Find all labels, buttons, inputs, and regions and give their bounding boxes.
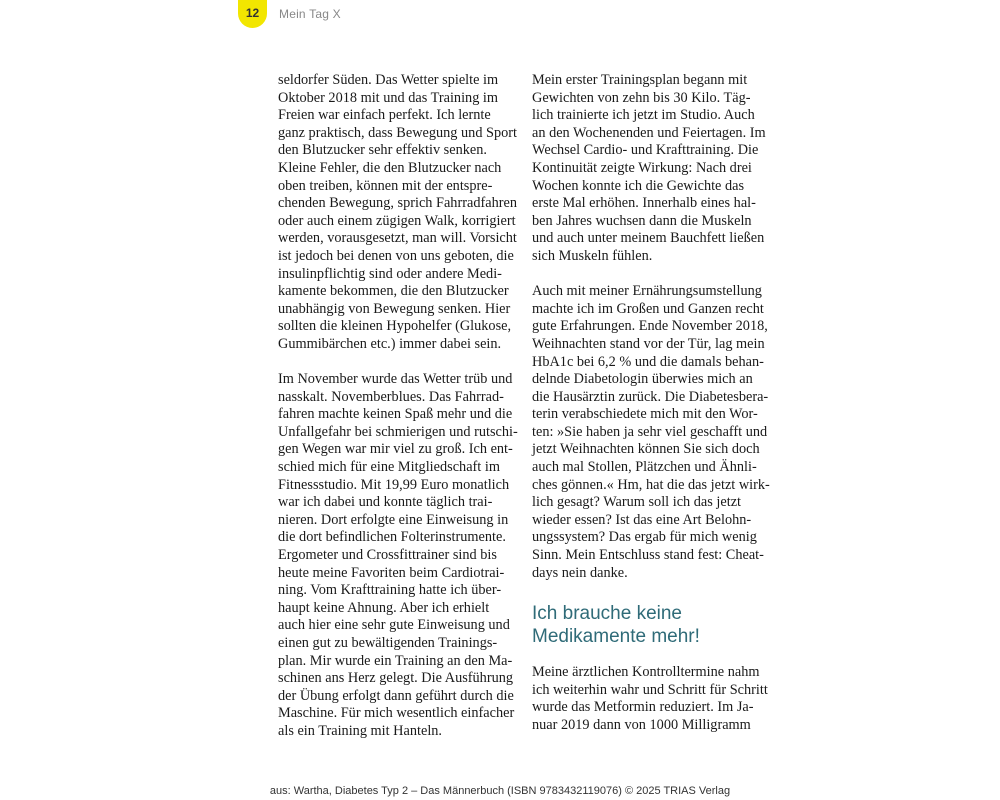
page-number-badge: 12 <box>238 0 267 28</box>
text-line: sich Muskeln fühlen. <box>532 247 653 264</box>
section-heading-line-1: Ich brauche keine <box>532 603 682 625</box>
text-line: ungssystem? Das ergab für mich wenig <box>532 529 757 546</box>
text-line: lich gesagt? Warum soll ich das jetzt <box>532 494 742 511</box>
paragraph-gap <box>532 266 762 284</box>
text-line: unabhängig von Bewegung senken. Hier <box>278 300 511 317</box>
source-footer: aus: Wartha, Diabetes Typ 2 – Das Männerbuch (ISBN 9783432119076) © 2025 TRIAS Verlag <box>269 785 731 797</box>
text-line: ches gönnen.« Hm, hat die das jetzt wirk- <box>532 476 770 493</box>
text-line: Sinn. Mein Entschluss stand fest: Cheat- <box>532 547 764 564</box>
text-line: ning. Vom Krafttraining hatte ich über- <box>278 582 502 599</box>
text-line: Kontinuität zeigte Wirkung: Nach drei <box>532 159 752 176</box>
text-line: insulinpflichtig sind oder andere Medi- <box>278 265 502 282</box>
text-line: HbA1c bei 6,2 % und die damals behan- <box>532 353 764 370</box>
text-line: jetzt Weihnachten können Sie sich doch <box>532 441 760 458</box>
text-line: die Hausärztin zurück. Die Diabetesbera- <box>532 388 769 405</box>
text-line: seldorfer Süden. Das Wetter spielte im <box>278 72 499 88</box>
text-line: einen gut zu bewältigenden Trainings- <box>278 635 498 651</box>
text-line: an den Wochenenden und Feiertagen. Im <box>532 124 766 141</box>
text-line: heute meine Favoriten beim Cardiotrai- <box>278 564 505 581</box>
text-line: werden, vorausgesetzt, man will. Vorsicht <box>278 230 517 247</box>
text-line: chenden Bewegung, sprich Fahrradfahren <box>278 195 517 212</box>
text-line: nasskalt. Novemberblues. Das Fahrrad- <box>278 388 504 405</box>
text-line: Gummibärchen etc.) immer dabei sein. <box>278 335 502 352</box>
text-line: Maschine. Für mich wesentlich einfacher <box>278 705 515 722</box>
text-line: auch mal Stollen, Plätzchen und Ähnli- <box>532 459 757 476</box>
text-line: gute Erfahrungen. Ende November 2018, <box>532 318 768 335</box>
text-line: Ergometer und Crossfittrainer sind bis <box>278 547 497 564</box>
text-line: haupt keine Ahnung. Aber ich erhielt <box>278 599 490 616</box>
text-line: Mein erster Trainingsplan begann mit <box>532 72 748 88</box>
text-line: Wechsel Cardio- und Krafttraining. Die <box>532 142 759 159</box>
text-line: war ich dabei und konnte täglich trai- <box>278 494 493 511</box>
text-line: Wochen konnte ich die Gewichte das <box>532 177 745 194</box>
text-line: Fitnessstudio. Mit 19,99 Euro monatlich <box>278 476 510 493</box>
text-line: den Blutzucker sehr effektiv senken. <box>278 142 487 159</box>
text-line: auch hier eine sehr gute Einweisung und <box>278 617 510 634</box>
section-heading <box>532 602 762 648</box>
text-line: wieder essen? Ist das eine Art Belohn- <box>532 511 752 528</box>
text-line: ist jedoch bei denen von uns geboten, die <box>278 247 514 264</box>
text-line: schinen ans Herz gelegt. Die Ausführung <box>278 670 514 687</box>
page-header <box>238 0 341 28</box>
text-line: ich weiterhin wahr und Schritt für Schritt <box>532 681 768 698</box>
text-line: schied mich für eine Mitgliedschaft im <box>278 459 500 476</box>
text-line: nuar 2019 dann von 1000 Milligramm <box>532 717 751 733</box>
text-line: kamente bekommen, die den Blutzucker <box>278 283 509 300</box>
section-heading-line-2: Medikamente mehr! <box>532 626 700 648</box>
text-line: Im November wurde das Wetter trüb und <box>278 371 513 388</box>
text-line: als ein Training mit Hanteln. <box>278 722 443 739</box>
text-line: Kleine Fehler, die den Blutzucker nach <box>278 159 502 176</box>
text-line: ganz praktisch, dass Bewegung und Sport <box>278 124 518 141</box>
text-line: Weihnachten stand vor der Tür, lag mein <box>532 335 765 352</box>
text-line: delnde Diabetologin überwies mich an <box>532 371 753 388</box>
right-text-column <box>532 72 770 735</box>
right-column-bottom-text <box>532 664 768 734</box>
text-line: der Übung erfolgt dann geführt durch die <box>278 687 514 704</box>
text-line: die dort befindlichen Folterinstrumente. <box>278 529 506 546</box>
text-line: und auch unter meinem Bauchfett ließen <box>532 230 765 247</box>
right-column-top-text <box>532 72 770 582</box>
running-title: Mein Tag X <box>279 7 341 21</box>
paragraph-gap <box>278 354 510 372</box>
left-text-column <box>278 72 518 741</box>
text-line: ten: »Sie haben ja sehr viel geschafft und <box>532 423 768 440</box>
text-line: terin verabschiedete mich mit den Wor- <box>532 406 758 423</box>
text-line: plan. Mir wurde ein Training an den Ma- <box>278 652 513 669</box>
text-line: nieren. Dort erfolgte eine Einweisung in <box>278 511 509 528</box>
text-line: Auch mit meiner Ernährungsumstellung <box>532 283 762 300</box>
text-line: Gewichten von zehn bis 30 Kilo. Täg- <box>532 89 751 106</box>
text-line: ben Jahres wuchsen dann die Muskeln <box>532 212 752 229</box>
text-line: Meine ärztlichen Kontrolltermine nahm <box>532 664 760 681</box>
text-line: oben treiben, können mit der entspre- <box>278 177 493 194</box>
text-line: sollten die kleinen Hypohelfer (Glukose, <box>278 318 512 335</box>
text-line: lich trainierte ich jetzt im Studio. Auch <box>532 107 755 124</box>
text-line: gen Wegen war mir viel zu groß. Ich ent- <box>278 441 513 458</box>
text-line: Unfallgefahr bei schmierigen und rutschi- <box>278 423 518 440</box>
text-line: Oktober 2018 mit und das Training im <box>278 89 499 106</box>
text-line: oder auch einem zügigen Walk, korrigiert <box>278 212 516 229</box>
text-line: wurde das Metformin reduziert. Im Ja- <box>532 699 754 716</box>
text-line: Freien war einfach perfekt. Ich lernte <box>278 107 491 124</box>
text-line: days nein danke. <box>532 564 628 581</box>
text-line: fahren machte keinen Spaß mehr und die <box>278 406 513 423</box>
text-line: machte ich im Großen und Ganzen recht <box>532 300 764 317</box>
text-line: erste Mal erhöhen. Innerhalb eines hal- <box>532 195 756 212</box>
